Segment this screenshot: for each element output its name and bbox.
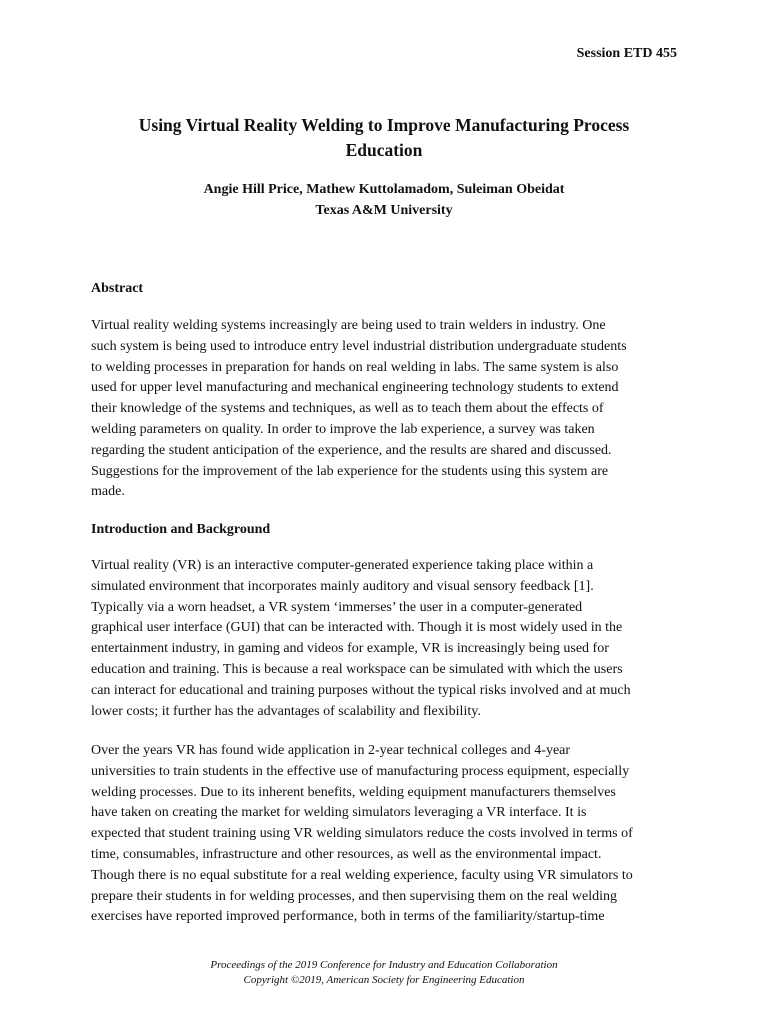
title-line: Using Virtual Reality Welding to Improve Manufacturing Process (138, 115, 630, 135)
abstract-paragraph (91, 316, 677, 503)
text-line: used for upper level manufacturing and mechanical engineering technology students to extend (91, 380, 619, 396)
text-line: simulated environment that incorporates mainly auditory and visual sensory feedback [1]. (91, 578, 594, 594)
text-line: can interact for educational and training purposes without the typical risks involved and at much (91, 682, 631, 698)
author-names: Angie Hill Price, Mathew Kuttolamadom, Suleiman Obeidat (203, 182, 565, 197)
abstract-heading: Abstract (91, 281, 144, 296)
text-line: Though there is no equal substitute for a real welding experience, faculty using VR simulators to (91, 867, 633, 883)
text-line: prepare their students in for welding processes, and then supervising them on the real welding (91, 888, 618, 904)
text-line: made. (91, 484, 125, 500)
intro-paragraph-1 (91, 556, 677, 722)
text-line: have taken on creating the market for welding simulators leveraging a VR interface. It is (91, 805, 587, 821)
intro-paragraph-2 (91, 741, 677, 928)
author-affiliation: Texas A&M University (315, 203, 453, 218)
text-line: time, consumables, infrastructure and other resources, as well as the environmental impact. (91, 846, 602, 862)
text-line: education and training. This is because a real workspace can be simulated with which the users (91, 661, 623, 677)
text-line: lower costs; it further has the advantages of scalability and flexibility. (91, 703, 481, 719)
text-line: Virtual reality (VR) is an interactive computer-generated experience taking place within a (91, 558, 594, 573)
title-line: Education (345, 140, 423, 160)
intro-heading: Introduction and Background (91, 522, 271, 537)
session-label: Session ETD 455 (576, 46, 677, 61)
text-line: regarding the student anticipation of the experience, and the results are shared and discussed. (91, 442, 612, 458)
footer-copyright: Copyright ©2019, American Society for Engineering Education (243, 974, 525, 986)
text-line: Over the years VR has found wide application in 2-year technical colleges and 4-year (91, 743, 571, 758)
text-line: welding processes. Due to its inherent benefits, welding equipment manufacturers themselves (91, 784, 616, 800)
text-line: expected that student training using VR welding simulators reduce the costs involved in terms of (91, 826, 633, 842)
text-line: welding parameters on quality. In order to improve the lab experience, a survey was taken (91, 421, 595, 437)
page-footer (90, 958, 678, 988)
text-line: graphical user interface (GUI) that can be interacted with. Though it is most widely used in the (91, 620, 623, 636)
text-line: entertainment industry, in gaming and videos for example, VR is increasingly being used for (91, 641, 609, 657)
footer-proceedings: Proceedings of the 2019 Conference for Industry and Education Collaboration (210, 959, 558, 971)
text-line: Typically via a worn headset, a VR system ‘immerses’ the user in a computer-generated (91, 599, 583, 615)
text-line: universities to train students in the effective use of manufacturing process equipment, especially (91, 763, 630, 779)
paper-title (90, 113, 678, 163)
text-line: exercises have reported improved performance, both in terms of the familiarity/startup-time (91, 909, 605, 925)
text-line: Virtual reality welding systems increasingly are being used to train welders in industry. One (91, 318, 606, 333)
text-line: to welding processes in preparation for hands on real welding in labs. The same system is also (91, 359, 619, 375)
text-line: such system is being used to introduce entry level industrial distribution undergraduate students (91, 338, 627, 354)
text-line: their knowledge of the systems and techniques, as well as to teach them about the effects of (91, 401, 604, 417)
author-block (90, 179, 678, 221)
text-line: Suggestions for the improvement of the lab experience for the students using this system are (91, 463, 609, 479)
